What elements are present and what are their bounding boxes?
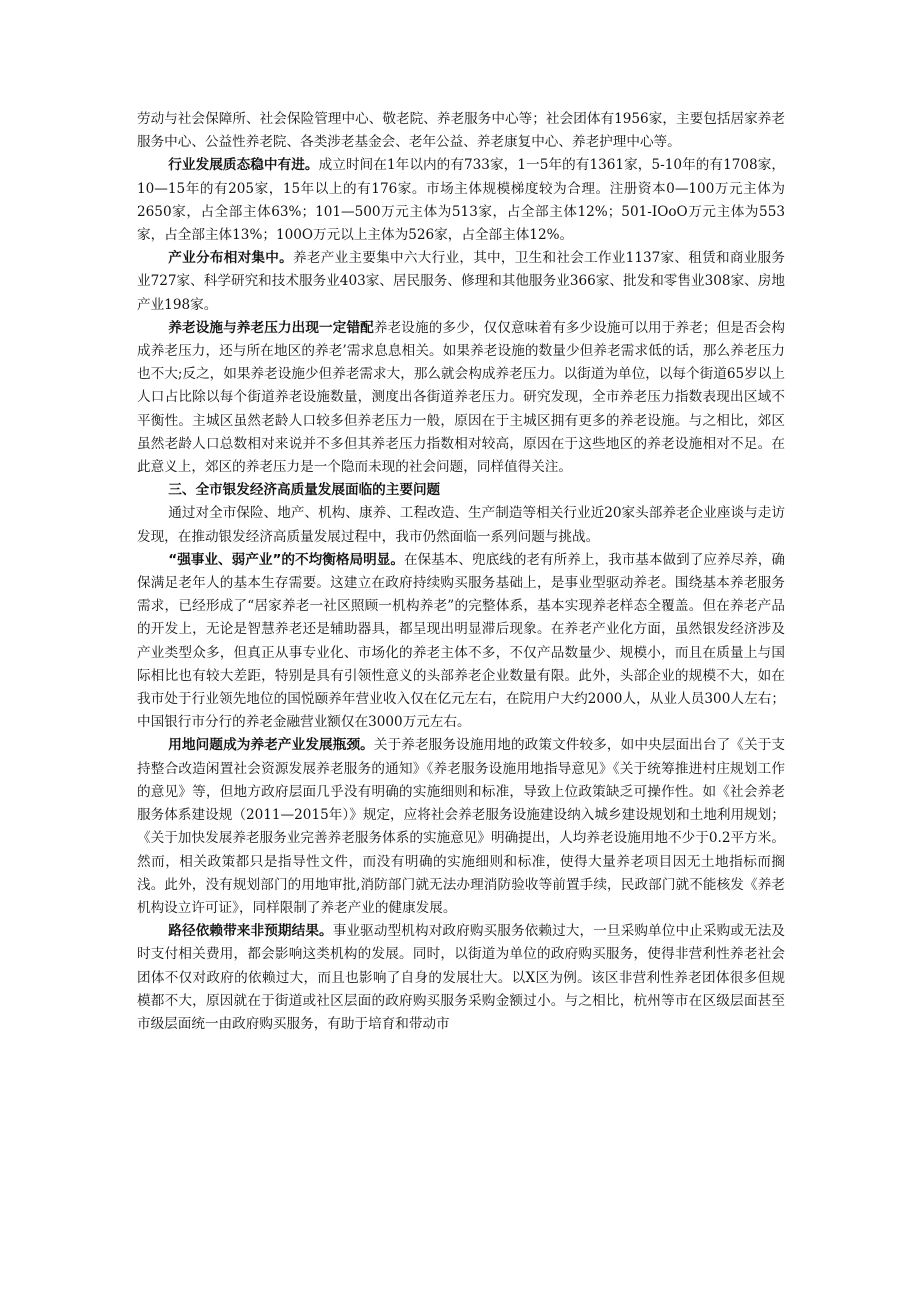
document-page — [137, 108, 785, 1036]
paragraph-land-use — [137, 734, 785, 920]
paragraph-unbalanced-pattern — [137, 549, 785, 735]
paragraph-text: 养老设施的多少，仅仅意味着有多少设施可以用于养老；但是否会构成养老压力，还与所在地区的养老’需求息息相关。如果养老设施的数量少但养老需求低的话，那么养老压力也不大;反之，如果养老设施少但养老需求大，那么就会构成养老压力。以街道为单位，以每个街道65岁以上人口占比除以每个街道养老设施数量，测度出各街道养老压力。研究发现，全市养老压力指数表现出区域不平衡性。主城区虽然老龄人口较多但养老压力一般，原因在于主城区拥有更多的养老设施。与之相比，郊区虽然老龄人口总数相对来说并不多但其养老压力指数相对较高，原因在于这些地区的养老设施相对不足。在此意义上，郊区的养老压力是一个隐而未现的社会问题，同样值得关注。 — [137, 319, 786, 476]
paragraph-text: 在保基本、兜底线的老有所养上，我市基本做到了应养尽养，确保满足老年人的基本生存需要。这建立在政府持续购买服务基础上，是事业型驱动养老。围绕基本养老服务需求，已经形成了“居家养老一社区照顾一机构养老”的完整体系，基本实现养老样态全覆盖。但在养老产品的开发上，无论是智慧养老还是辅助器具，都呈现出明显滞后现象。在养老产业化方面，虽然银发经济涉及产业类型众多，但真正从事专业化、市场化的养老主体不多，不仅产品数量少、规模小，而且在质量上与国际相比也有较大差距，特别是具有引领性意义的头部养老企业数量有限。此外，头部企业的规模不大，如在我市处于行业领先地位的国悦颐养年营业收入仅在亿元左右，在院用户大约2000人，从业人员300人左右；中国银行市分行的养老金融营业额仅在3000万元左右。 — [137, 551, 786, 731]
paragraph-text: 事业驱动型机构对政府购买服务依赖过大，一旦采购单位中止采购或无法及时支付相关费用，都会影响这类机构的发展。同时，以街道为单位的政府购买服务，使得非营利性养老社会团体不仅对政府的依赖过大，而且也影响了自身的发展壮大。以X区为例。该区非营利性养老团体很多但规模都不大，原因就在于街道或社区层面的政府购买服务采购金额过小。与之相比，杭州等市在区级层面甚至市级层面统一由政府购买服务，有助于培育和带动市 — [137, 923, 786, 1032]
paragraph-industry-development — [137, 154, 785, 247]
paragraph-survey-intro — [137, 502, 785, 548]
paragraph-lead: 路径依赖带来非预期结果。 — [168, 923, 333, 940]
paragraph-text: 养老产业主要集中六大行业，其中，卫生和社会工作业1137家、租赁和商业服务业727家、科学研究和技术服务业403家、居民服务、修理和其他服务业366家、批发和零售业308家、房地产业198家。 — [137, 250, 786, 313]
paragraph-lead: 产业分布相对集中。 — [168, 250, 294, 267]
paragraph-social-organizations — [137, 108, 785, 154]
paragraph-text: 成立时间在1年以内的有733家，1一5年的有1361家，5-10年的有1708家，10—15年的有205家，15年以上的有176家。市场主体规模梯度较为合理。注册资本0—100万元主体为2650家，占全部主体63%；101—500万元主体为513家，占全部主体12%；501-IOoO万元主体为553家，占全部主体13%；100O万元以上主体为526家，占全部主体12%。 — [137, 157, 786, 244]
paragraph-industry-distribution — [137, 247, 785, 317]
paragraph-text: 劳动与社会保障所、社会保险管理中心、敬老院、养老服务中心等；社会团体有1956家，主要包括居家养老服务中心、公益性养老院、各类涉老基金会、老年公益、养老康复中心、养老护理中心等。 — [137, 111, 785, 151]
paragraph-facility-mismatch — [137, 317, 785, 479]
paragraph-text: 通过对全市保险、地产、机构、康养、工程改造、生产制造等相关行业近20家头部养老企业座谈与走访发现，在推动银发经济高质量发展过程中，我市仍然面临一系列问题与挑战。 — [137, 505, 785, 545]
paragraph-lead: “强事业、弱产业”的不均衡格局明显。 — [168, 551, 404, 568]
paragraph-text: 关于养老服务设施用地的政策文件较多，如中央层面出台了《关于支持整合改造闲置社会资源发展养老服务的通知》《养老服务设施用地指导意见》《关于统筹推进村庄规划工作的意见》等，但地方政府层面几乎没有明确的实施细则和标准，导致上位政策缺乏可操作性。如《社会养老服务体系建设规（2011—2015年）》规定，应将社会养老服务设施建设纳入城乡建设规划和土地利用规划；《关于加快发展养老服务业完善养老服务体系的实施意见》明确提出，人均养老设施用地不少于0.2平方米。然而，相关政策都只是指导性文件，而没有明确的实施细则和标准，使得大量养老项目因无土地指标而搁浅。此外，没有规划部门的用地审批,消防部门就无法办理消防验收等前置手续，民政部门就不能核发《养老机构设立许可证》，同样限制了养老产业的健康发展。 — [137, 737, 786, 916]
paragraph-lead: 用地问题成为养老产业发展瓶颈。 — [168, 737, 374, 754]
paragraph-lead: 养老设施与养老压力出现一定错配 — [168, 319, 374, 336]
paragraph-path-dependence — [137, 920, 785, 1036]
section-heading: 三、全市银发经济高质量发展面临的主要问题 — [168, 482, 441, 499]
paragraph-lead: 行业发展质态稳中有进。 — [168, 157, 319, 174]
